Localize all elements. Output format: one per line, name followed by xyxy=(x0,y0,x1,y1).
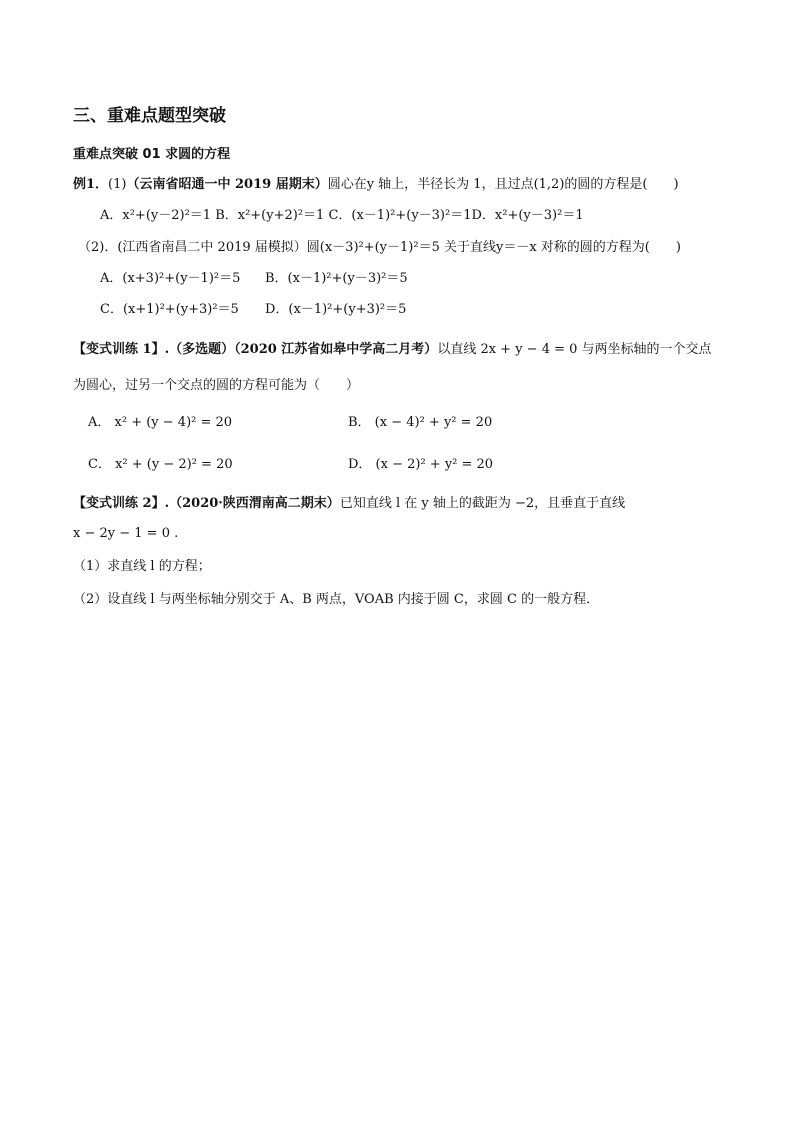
variant2-subquestion2: （2）设直线 l 与两坐标轴分别交于 A、B 两点，VOAB 内接于圆 C，求圆 C 的一般方程． xyxy=(73,592,600,607)
variant2-question xyxy=(73,494,625,514)
example1-question1 xyxy=(73,175,679,195)
example1-question2: （2)．(江西省南昌二中 2019 届模拟）圆(x－3)²+(y－1)²＝5 关于直线y＝－x 对称的圆的方程为( ) xyxy=(78,240,681,255)
example1-q2-option-b: B．(x－1)²+(y－3)²＝5 xyxy=(265,271,408,286)
variant2-text-line2: x − 2y − 1 = 0 . xyxy=(73,526,179,541)
variant1-text-line1: 以直线 2x + y − 4 = 0 与两坐标轴的一个交点 xyxy=(437,342,712,357)
example1-label: 例1． xyxy=(73,177,109,192)
variant1-label: 【变式训练 1】 xyxy=(73,342,165,357)
example1-q2-option-d: D．(x－1)²+(y+3)²＝5 xyxy=(265,302,407,317)
example1-q1-number: (1) xyxy=(108,177,127,192)
example1-q1-source: （云南省昭通一中 2019 届期末） xyxy=(126,177,328,192)
variant1-option-d: D． (x − 2)² + y² = 20 xyxy=(348,457,494,472)
variant2-text-line1: 已知直线 l 在 y 轴上的截距为 −2，且垂直于直线 xyxy=(339,496,626,511)
example1-q2-option-c: C．(x+1)²+(y+3)²＝5 xyxy=(100,302,239,317)
variant2-subquestion1: （1）求直线 l 的方程； xyxy=(73,559,211,574)
variant1-text-line2: 为圆心，过另一个交点的圆的方程可能为（ ） xyxy=(73,378,360,393)
variant2-source: .（2020·陕西渭南高二期末） xyxy=(164,496,340,511)
example1-q1-options: A．x²+(y－2)²＝1 B．x²+(y+2)²＝1 C．(x－1)²+(y－3)²＝1D．x²+(y－3)²＝1 xyxy=(100,208,584,223)
variant1-option-b: B． (x − 4)² + y² = 20 xyxy=(348,415,493,430)
section-title: 三、重难点题型突破 xyxy=(73,106,226,126)
section-subtitle: 重难点突破 01 求圆的方程 xyxy=(73,147,231,162)
variant2-label: 【变式训练 2】 xyxy=(73,496,165,511)
variant1-question xyxy=(73,340,712,360)
example1-q1-text: 圆心在y 轴上，半径长为 1，且过点(1,2)的圆的方程是( ) xyxy=(327,177,679,192)
variant1-option-a: A． x² + (y − 4)² = 20 xyxy=(88,415,233,430)
variant1-source: .（多选题）（2020 江苏省如皋中学高二月考） xyxy=(164,342,438,357)
example1-q2-option-a: A．(x+3)²+(y－1)²＝5 xyxy=(100,271,241,286)
variant1-option-c: C． x² + (y − 2)² = 20 xyxy=(88,457,233,472)
